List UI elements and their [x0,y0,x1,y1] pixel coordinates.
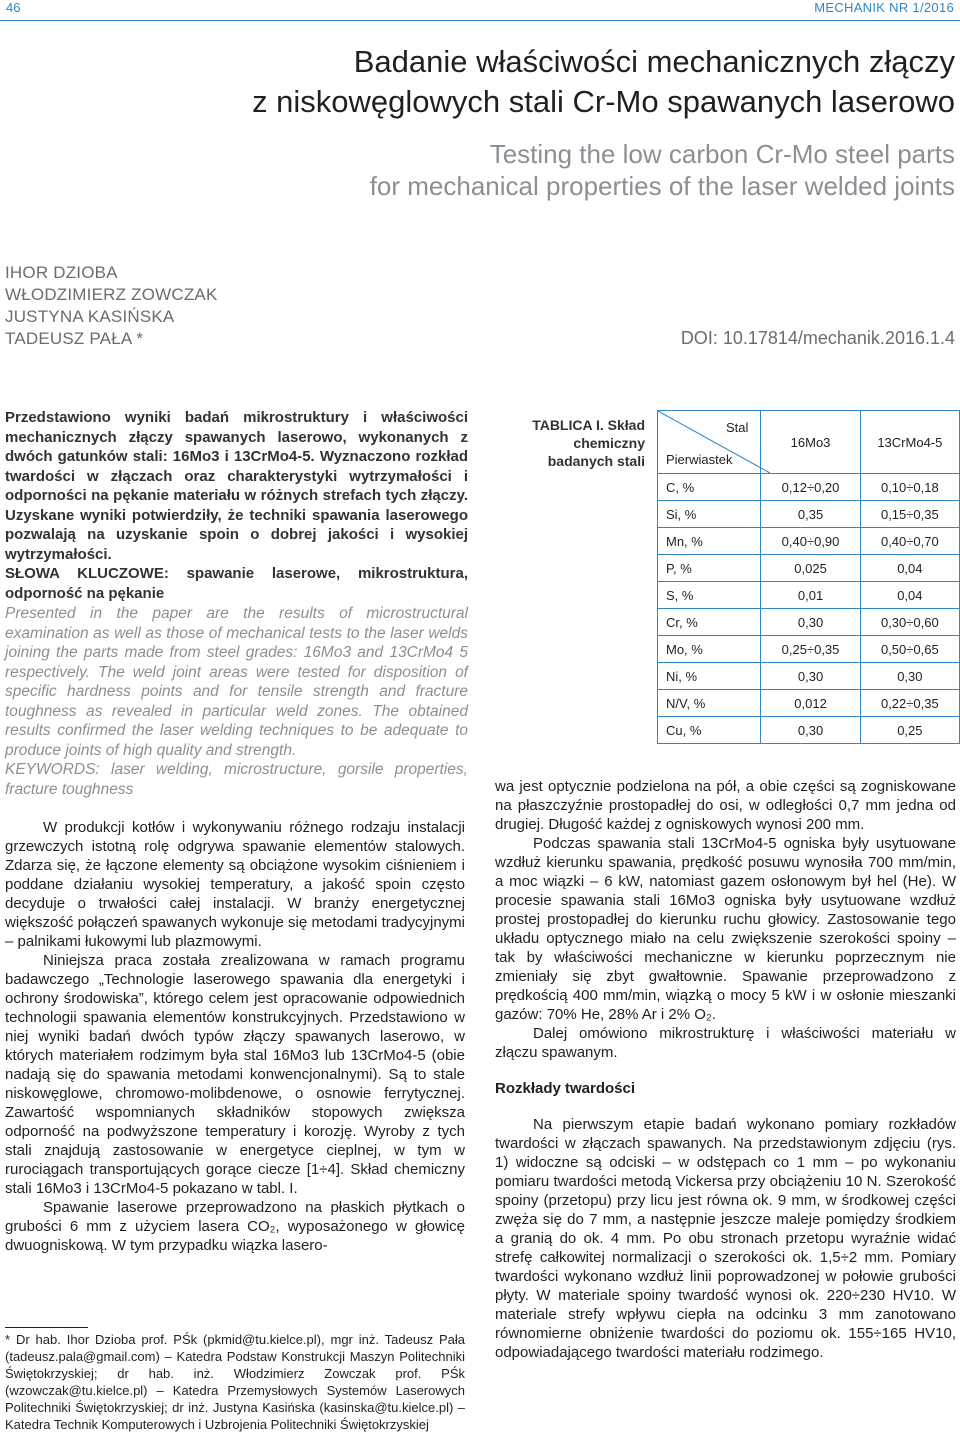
subtitle-line: Testing the low carbon Cr-Mo steel parts [489,139,955,169]
footnote-divider [5,1327,88,1328]
body-paragraph: Na pierwszym etapie badań wykonano pomiary rozkładów twardości w złączach spawanych. Na przedstawionym zdjęciu (rys. 1) widoczne są odciski – w odstępach co 1 mm – po wykonaniu pomiaru twardości metodą Vickersa przy obciążeniu 10 N. Szerokość spoiny (przetopu) przy licu jest równa ok. 9 mm, w środkowej części zwęża się do 7 mm, a następnie jeszcze maleje pomiędzy środkiem a granią do ok. 4 mm. Po obu stronach przetopu wyraźnie widać strefę całkowitej normalizacji o szerokości ok. 1,5÷2 mm. Pomiary twardości wykonano wzdłuż linii poprowadzonej w połowie grubości płyty. W materiale spoiny twardość wynosi ok. 220÷230 HV10. W materiale strefy wpływu ciepła na odcinku 3 mm zanotowano równomierne obniżenie twardości do poziomu ok. 155÷165 HV10, odpowiadającego twardości materiału rodzimego. [495,1116,956,1361]
table-row [658,663,960,690]
table-cell: 0,30 [860,663,959,690]
table-row-label: C, % [658,474,761,501]
table-cell: 0,25÷0,35 [761,636,860,663]
table-row-label: S, % [658,582,761,609]
table-row-label: Ni, % [658,663,761,690]
body-column-right [495,777,956,1362]
chemical-composition-table [657,410,960,744]
title-line: Badanie właściwości mechanicznych złączy [353,44,955,79]
author-name: IHOR DZIOBA [5,263,118,282]
abstract-english [5,604,468,799]
table-column-header: 13CrMo4-5 [860,411,959,474]
body-paragraph: Niniejsza praca została zrealizowana w ramach programu badawczego „Technologie laserowego spawania dla energetyki i ochrony środowiska”, którego celem jest opracowanie odpowiednich technologii spawania elementów konstrukcyjnych. Przedstawiono w niej wyniki badań dwóch typów złączy spawanych laserowo, w których materiałem rodzimym była stal 16Mo3 lub 13CrMo4-5 (obie nadają się do spawania metodami konwencjonalnymi). Są to stale niskowęglowe, chromowo-molibdenowe, o osnowie ferrytycznej. Zawartość wspomnianych składników stopowych zwiększa odporność na podwyższone temperatury i korozję. Wyroby z tych stali znajdują zastosowanie w energetyce cieplnej, w tym w rurociągach transportujących gorące ciecze [1÷4]. Skład chemiczny stali 16Mo3 i 13CrMo4-5 pokazano w tabl. I. [5,952,465,1197]
body-paragraph: W produkcji kotłów i wykonywaniu różnego rodzaju instalacji grzewczych istotną rolę odgrywa spawanie elementów stalowych. Zdarza się, że łączone elementy są obciążone wysokim ciśnieniem i poddane działaniu wysokiej temperatury, a jakość spoin często decyduje o trwałości całej instalacji. W branży energetycznej większość połączeń spawanych wykonuje się metodami tradycyjnymi – palnikami łukowymi lub plazmowymi. [5,819,465,950]
table-corner-cell [658,411,761,474]
page-number: 46 [6,0,21,15]
table-cell: 0,30 [761,609,860,636]
table-cell: 0,04 [860,555,959,582]
body-column-left [5,818,465,1255]
table-cell: 0,40÷0,70 [860,528,959,555]
table-row-label: Si, % [658,501,761,528]
table-row [658,609,960,636]
keywords-english: KEYWORDS: laser welding, microstructure, gorsile properties, fracture toughness [5,761,468,798]
table-cell: 0,15÷0,35 [860,501,959,528]
body-paragraph: Dalej omówiono mikrostrukturę i właściwości materiału w złączu spawanym. [495,1025,956,1061]
table-cell: 0,10÷0,18 [860,474,959,501]
table-cell: 0,12÷0,20 [761,474,860,501]
body-paragraph: Podczas spawania stali 13CrMo4-5 ogniska były usytuowane wzdłuż kierunku spawania, prędkość posuwu wynosiła 700 mm/min, a moc wiązki – 6 kW, natomiast gazem osłonowym był hel (He). W procesie spawania stali 16Mo3 ogniska były usytuowane wzdłuż prostej prostopadłej do kierunku ruchu głowicy. Zastosowanie tego układu optycznego miało na celu zwiększenie szerokości spoiny – tak by właściwości mechaniczne w kierunku poprzecznym nie zmieniały się zbyt gwałtownie. Spawanie przeprowadzono z prędkością 400 mm/min, wiązką o mocy 5 kW i w osłonie mieszanki gazów: 70% He, 28% Ar i 2% O₂. [495,835,956,1023]
table-cell: 0,30 [761,663,860,690]
article-title [55,42,955,122]
table-row-label: P, % [658,555,761,582]
table-cell: 0,22÷0,35 [860,690,959,717]
table-cell: 0,25 [860,717,959,744]
table-row [658,636,960,663]
subtitle-line: for mechanical properties of the laser welded joints [369,171,955,201]
table-row-label: Cr, % [658,609,761,636]
table-header-row [658,411,960,474]
table-row [658,474,960,501]
corner-label-element: Pierwiastek [666,452,733,467]
table-caption: TABLICA I. Skład chemiczny badanych stali [532,417,645,469]
table-row [658,528,960,555]
table-cell: 0,04 [860,582,959,609]
table-column-header: 16Mo3 [761,411,860,474]
title-line: z niskowęglowych stali Cr-Mo spawanych laserowo [252,84,955,119]
journal-name: MECHANIK NR 1/2016 [814,0,954,15]
table-row [658,717,960,744]
author-footnote: * Dr hab. Ihor Dzioba prof. PŚk (pkmid@tu.kielce.pl), mgr inż. Tadeusz Pała (tadeusz.pala@gmail.com) – Katedra Podstaw Konstrukcji Maszyn Politechniki Świętokrzyskiej; dr hab. inż. Włodzimierz Zowczak prof. PŚk (wzowczak@tu.kielce.pl) – Katedra Przemysłowych Systemów Laserowych Politechniki Świętokrzyskiej; dr inż. Justyna Kasińska (kasinska@tu.kielce.pl) – Katedra Technik Komputerowych i Uzbrojenia Politechniki Świętokrzyskiej [5,1332,465,1432]
abstract-english-text: Presented in the paper are the results of microstructural examination as well as those of mechanical tests to the laser welds joining the parts made from steel grades: 16Mo3 and 13CrMo4 5 respectively. The weld joint areas were tested for disposition of specific hardness points and for tensile strength and fracture toughness as revealed in particular weld zones. The obtained results confirmed the laser welding techniques to be adequate to produce joints of high quality and strength. [5,605,468,759]
table-cell: 0,40÷0,90 [761,528,860,555]
author-list [5,262,218,350]
table-cell: 0,35 [761,501,860,528]
doi: DOI: 10.17814/mechanik.2016.1.4 [680,328,955,348]
header-divider [0,20,960,21]
section-heading: Rozkłady twardości [495,1080,636,1097]
table-row [658,690,960,717]
table-cell: 0,50÷0,65 [860,636,959,663]
author-name: WŁODZIMIERZ ZOWCZAK [5,285,218,304]
table-row-label: Mn, % [658,528,761,555]
abstract-polish-text: Przedstawiono wyniki badań mikrostruktury i właściwości mechanicznych złączy spawanych laserowo, wykonanych z dwóch gatunków stali: 16Mo3 i 13CrMo4-5. Wyznaczono rozkład twardości w złączach oraz charakterystyki wytrzymałości i odporności na pękanie materiału w różnych strefach tych złączy. Uzyskane wyniki potwierdziły, że techniki spawania laserowego pozwalają na uzyskanie spoin o dobrej jakości i wysokiej wytrzymałości. [5,409,468,563]
author-name: TADEUSZ PAŁA * [5,329,144,348]
abstract-polish [5,408,468,603]
author-name: JUSTYNA KASIŃSKA [5,307,175,326]
article-subtitle [55,138,955,202]
corner-label-steel: Stal [725,420,749,435]
body-paragraph: wa jest optycznie podzielona na pół, a obie części są zogniskowane na płaszczyźnie prostopadłej do osi, w odległości 0,7 mm jedna od drugiej. Długość każdej z ogniskowych wynosi 200 mm. [495,778,956,833]
table-cell: 0,012 [761,690,860,717]
table-cell: 0,01 [761,582,860,609]
body-paragraph: Spawanie laserowe przeprowadzono na płaskich płytkach o grubości 6 mm z użyciem lasera CO₂, wyposażonego w głowicę dwuogniskową. W tym przypadku wiązka lasero- [5,1199,465,1254]
table-cell: 0,025 [761,555,860,582]
table-row-label: Cu, % [658,717,761,744]
table-row-label: N/V, % [658,690,761,717]
table-row [658,501,960,528]
table-row [658,582,960,609]
table-cell: 0,30 [761,717,860,744]
table-cell: 0,30÷0,60 [860,609,959,636]
table-row [658,555,960,582]
keywords-polish: SŁOWA KLUCZOWE: spawanie laserowe, mikrostruktura, odporność na pękanie [5,565,468,602]
table-row-label: Mo, % [658,636,761,663]
